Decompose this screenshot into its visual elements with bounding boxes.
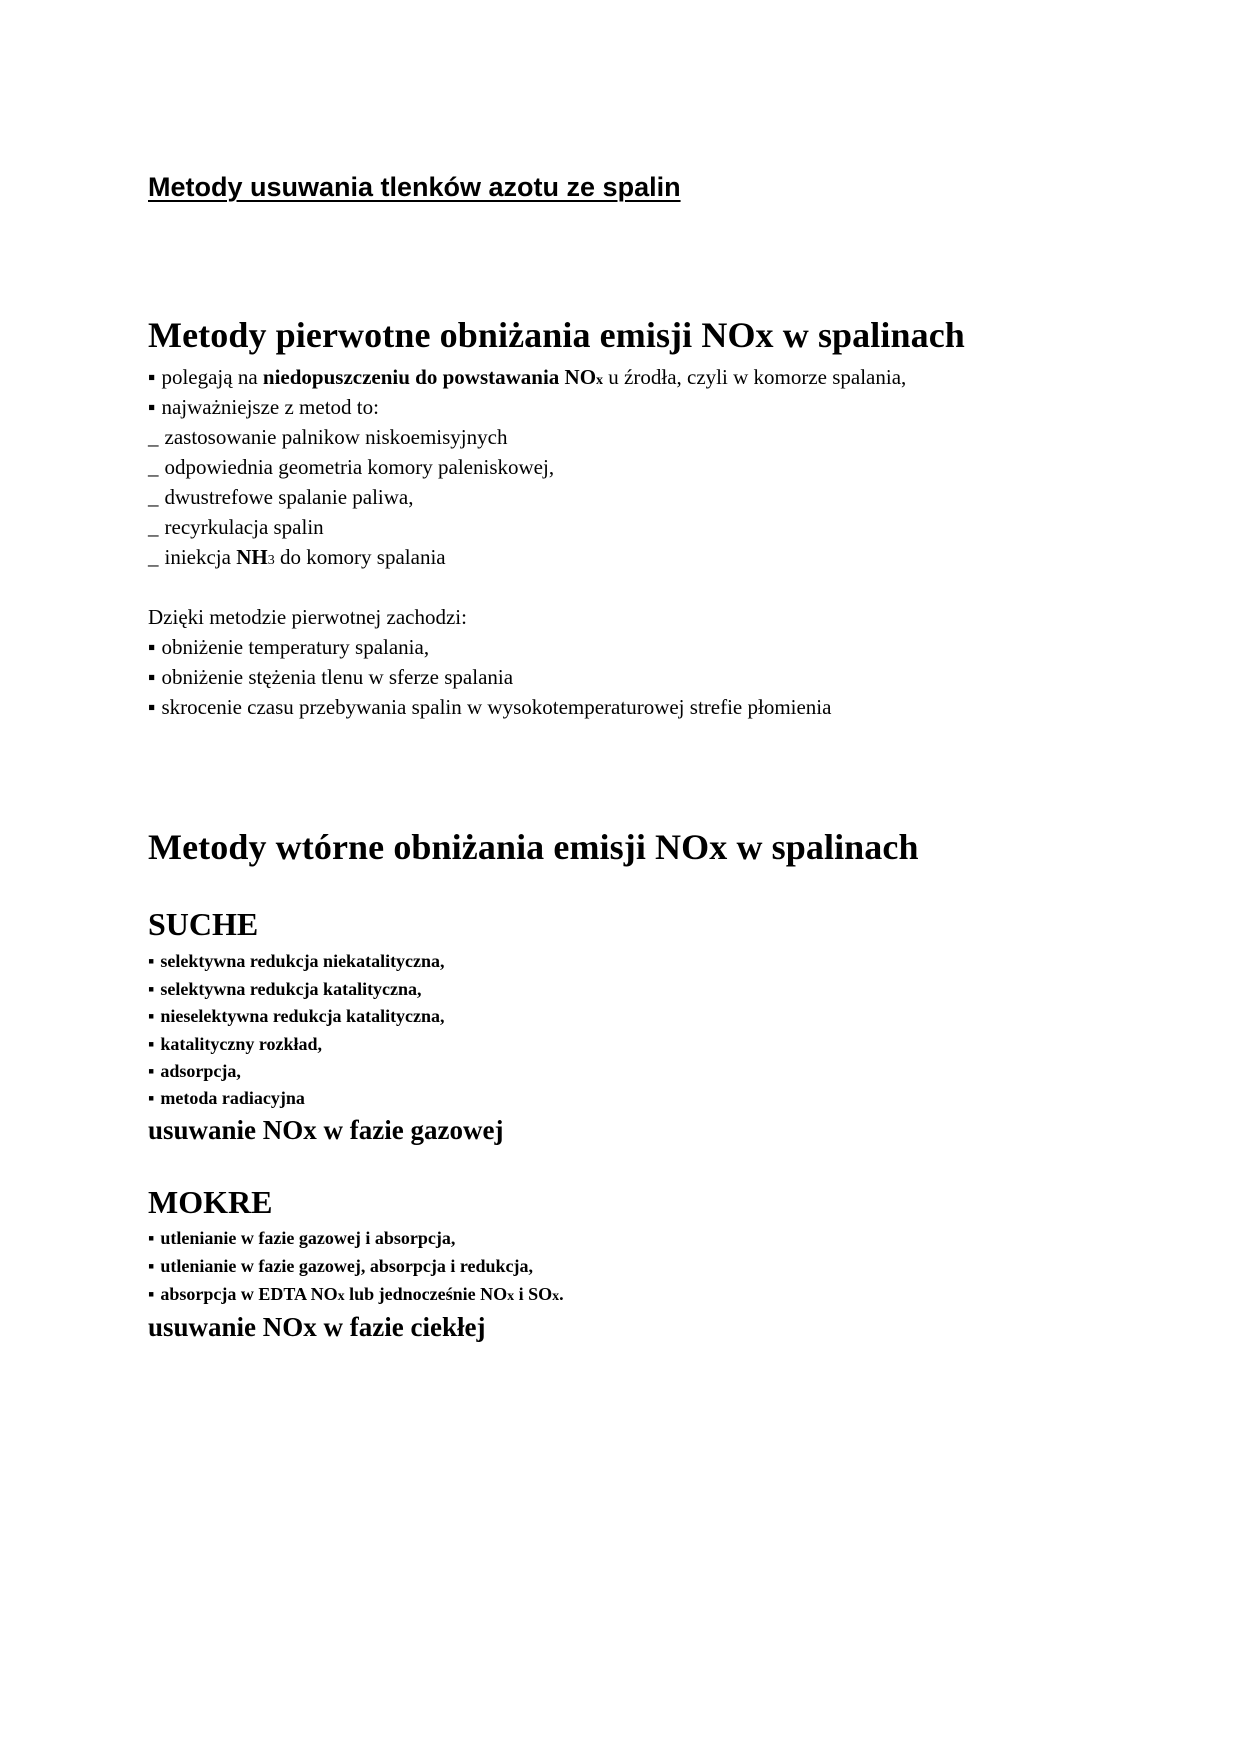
- dry-methods-heading: SUCHE: [148, 906, 259, 942]
- bullet-icon: ▪: [148, 635, 156, 659]
- primary-line-1-suffix: u źrodła, czyli w komorze spalania,: [603, 365, 907, 389]
- secondary-methods-heading: Metody wtórne obniżania emisji NOx w spalinach: [148, 827, 919, 867]
- dry-method-item: [148, 1085, 305, 1112]
- method-item-text: recyrkulacja spalin: [164, 515, 324, 539]
- bullet-icon: ▪: [148, 1006, 155, 1026]
- bullet-icon: ▪: [148, 951, 155, 971]
- bullet-icon: ▪: [148, 979, 155, 999]
- dry-summary: usuwanie NOx w fazie gazowej: [148, 1115, 504, 1145]
- primary-line-1-prefix: polegają na: [161, 365, 263, 389]
- method-item: [148, 452, 554, 482]
- dash-marker: _: [148, 425, 159, 449]
- bullet-icon: ▪: [148, 395, 156, 419]
- method-item: [148, 542, 446, 576]
- dry-method-text: nieselektywna redukcja katalityczna,: [160, 1006, 445, 1026]
- wet-method-text: utlenianie w fazie gazowej i absorpcja,: [160, 1228, 456, 1248]
- method-item: [148, 422, 507, 452]
- bullet-icon: ▪: [148, 1256, 155, 1276]
- dry-method-text: adsorpcja,: [160, 1061, 241, 1081]
- method-item: [148, 482, 414, 512]
- effect-item: [148, 692, 831, 722]
- wet-last-s1: x: [337, 1289, 345, 1304]
- wet-method-item: [148, 1253, 533, 1280]
- dash-marker: _: [148, 455, 159, 479]
- wet-last-p3: i SO: [514, 1284, 553, 1304]
- injection-suffix: do komory spalania: [274, 545, 446, 569]
- wet-method-text: utlenianie w fazie gazowej, absorpcja i redukcja,: [160, 1256, 534, 1276]
- method-item-text: odpowiednia geometria komory paleniskowej,: [164, 455, 555, 479]
- effects-heading: Dzięki metodzie pierwotnej zachodzi:: [148, 605, 467, 629]
- dry-method-text: selektywna redukcja katalityczna,: [160, 979, 422, 999]
- wet-last-p1: absorpcja w EDTA NO: [160, 1284, 338, 1304]
- wet-last-p4: .: [559, 1284, 564, 1304]
- bullet-icon: ▪: [148, 1228, 155, 1248]
- bullet-icon: ▪: [148, 365, 156, 389]
- primary-methods-heading: Metody pierwotne obniżania emisji NOx w spalinach: [148, 315, 965, 355]
- primary-line-1-sub: x: [596, 373, 604, 388]
- dry-method-item: [148, 1003, 445, 1030]
- effect-item-text: obniżenie temperatury spalania,: [161, 635, 430, 659]
- wet-method-item: [148, 1281, 564, 1310]
- dry-method-text: katalityczny rozkład,: [160, 1034, 323, 1054]
- dry-method-item: [148, 976, 422, 1003]
- injection-bold: NH: [236, 545, 268, 569]
- primary-line-1: [148, 362, 906, 396]
- dash-marker: _: [148, 515, 159, 539]
- document-title: Metody usuwania tlenków azotu ze spalin: [148, 172, 681, 202]
- primary-line-2-text: najważniejsze z metod to:: [161, 395, 379, 419]
- bullet-icon: ▪: [148, 1088, 155, 1108]
- bullet-icon: ▪: [148, 665, 156, 689]
- method-item-text: dwustrefowe spalanie paliwa,: [164, 485, 414, 509]
- dash-marker: _: [148, 545, 159, 569]
- dash-marker: _: [148, 485, 159, 509]
- injection-prefix: iniekcja: [164, 545, 237, 569]
- bullet-icon: ▪: [148, 695, 156, 719]
- effect-item-text: obniżenie stężenia tlenu w sferze spalania: [161, 665, 514, 689]
- dry-method-text: metoda radiacyjna: [160, 1088, 305, 1108]
- bullet-icon: ▪: [148, 1284, 155, 1304]
- wet-last-s3: x: [552, 1289, 560, 1304]
- method-item-text: zastosowanie palnikow niskoemisyjnych: [164, 425, 508, 449]
- injection-sub: 3: [267, 553, 275, 568]
- bullet-icon: ▪: [148, 1061, 155, 1081]
- effect-item: [148, 632, 429, 662]
- dry-method-item: [148, 1031, 322, 1058]
- primary-line-1-bold: niedopuszczeniu do powstawania NO: [262, 365, 597, 389]
- method-item: [148, 512, 324, 542]
- bullet-icon: ▪: [148, 1034, 155, 1054]
- wet-methods-heading: MOKRE: [148, 1184, 273, 1220]
- dry-method-item: [148, 1058, 241, 1085]
- wet-last-p2: lub jednocześnie NO: [344, 1284, 508, 1304]
- effect-item: [148, 662, 513, 692]
- dry-method-text: selektywna redukcja niekatalityczna,: [160, 951, 445, 971]
- wet-summary: usuwanie NOx w fazie ciekłej: [148, 1312, 486, 1342]
- wet-last-s2: x: [507, 1289, 515, 1304]
- dry-method-item: [148, 948, 445, 975]
- effect-item-text: skrocenie czasu przebywania spalin w wysokotemperaturowej strefie płomienia: [161, 695, 832, 719]
- primary-line-2: [148, 392, 379, 422]
- wet-method-item: [148, 1225, 455, 1252]
